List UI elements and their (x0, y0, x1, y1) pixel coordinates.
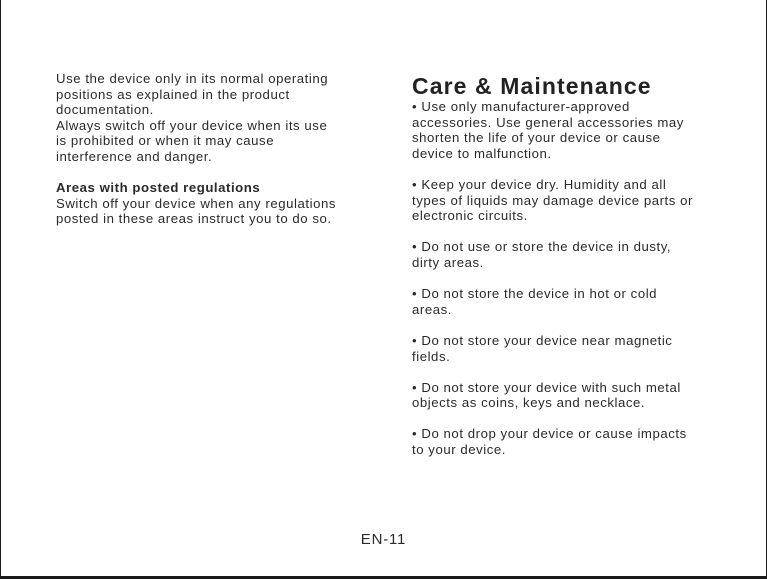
bullet-item-metal-objects: • Do not store your device with such metal objects as coins, keys and necklace. (412, 379, 681, 411)
page-number: EN-11 (360, 531, 407, 548)
paragraph-spacer (56, 165, 366, 181)
care-maintenance-title: Care & Maintenance (412, 73, 652, 99)
bullet-item-dusty-areas: • Do not use or store the device in dusty, dirty areas. (412, 239, 672, 270)
bullet-item-hot-cold: • Do not store the device in hot or cold areas. (412, 286, 658, 317)
posted-regulations-heading: Areas with posted regulations (56, 180, 261, 196)
bullet-item-approved-accessories: • Use only manufacturer-approved accessories. Use general accessories may shorten the life of your device or cause device to malfunction. (412, 99, 684, 161)
right-column (412, 73, 732, 473)
posted-regulations-body: Switch off your device when any regulations posted in these areas instruct you to do so. (56, 195, 336, 227)
bullet-item-drop-impacts: • Do not drop your device or cause impacts to your device. (412, 426, 687, 458)
bullet-item-magnetic-fields: • Do not store your device near magnetic fields. (412, 332, 673, 364)
left-column (56, 71, 366, 227)
bullet-item-keep-dry: • Keep your device dry. Humidity and all types of liquids may damage device parts or electronic circuits. (412, 176, 693, 224)
intro-paragraph: Use the device only in its normal operating positions as explained in the product documentation. Always switch off your device when its use is prohibited or when it may cause interference and danger. (56, 71, 329, 164)
